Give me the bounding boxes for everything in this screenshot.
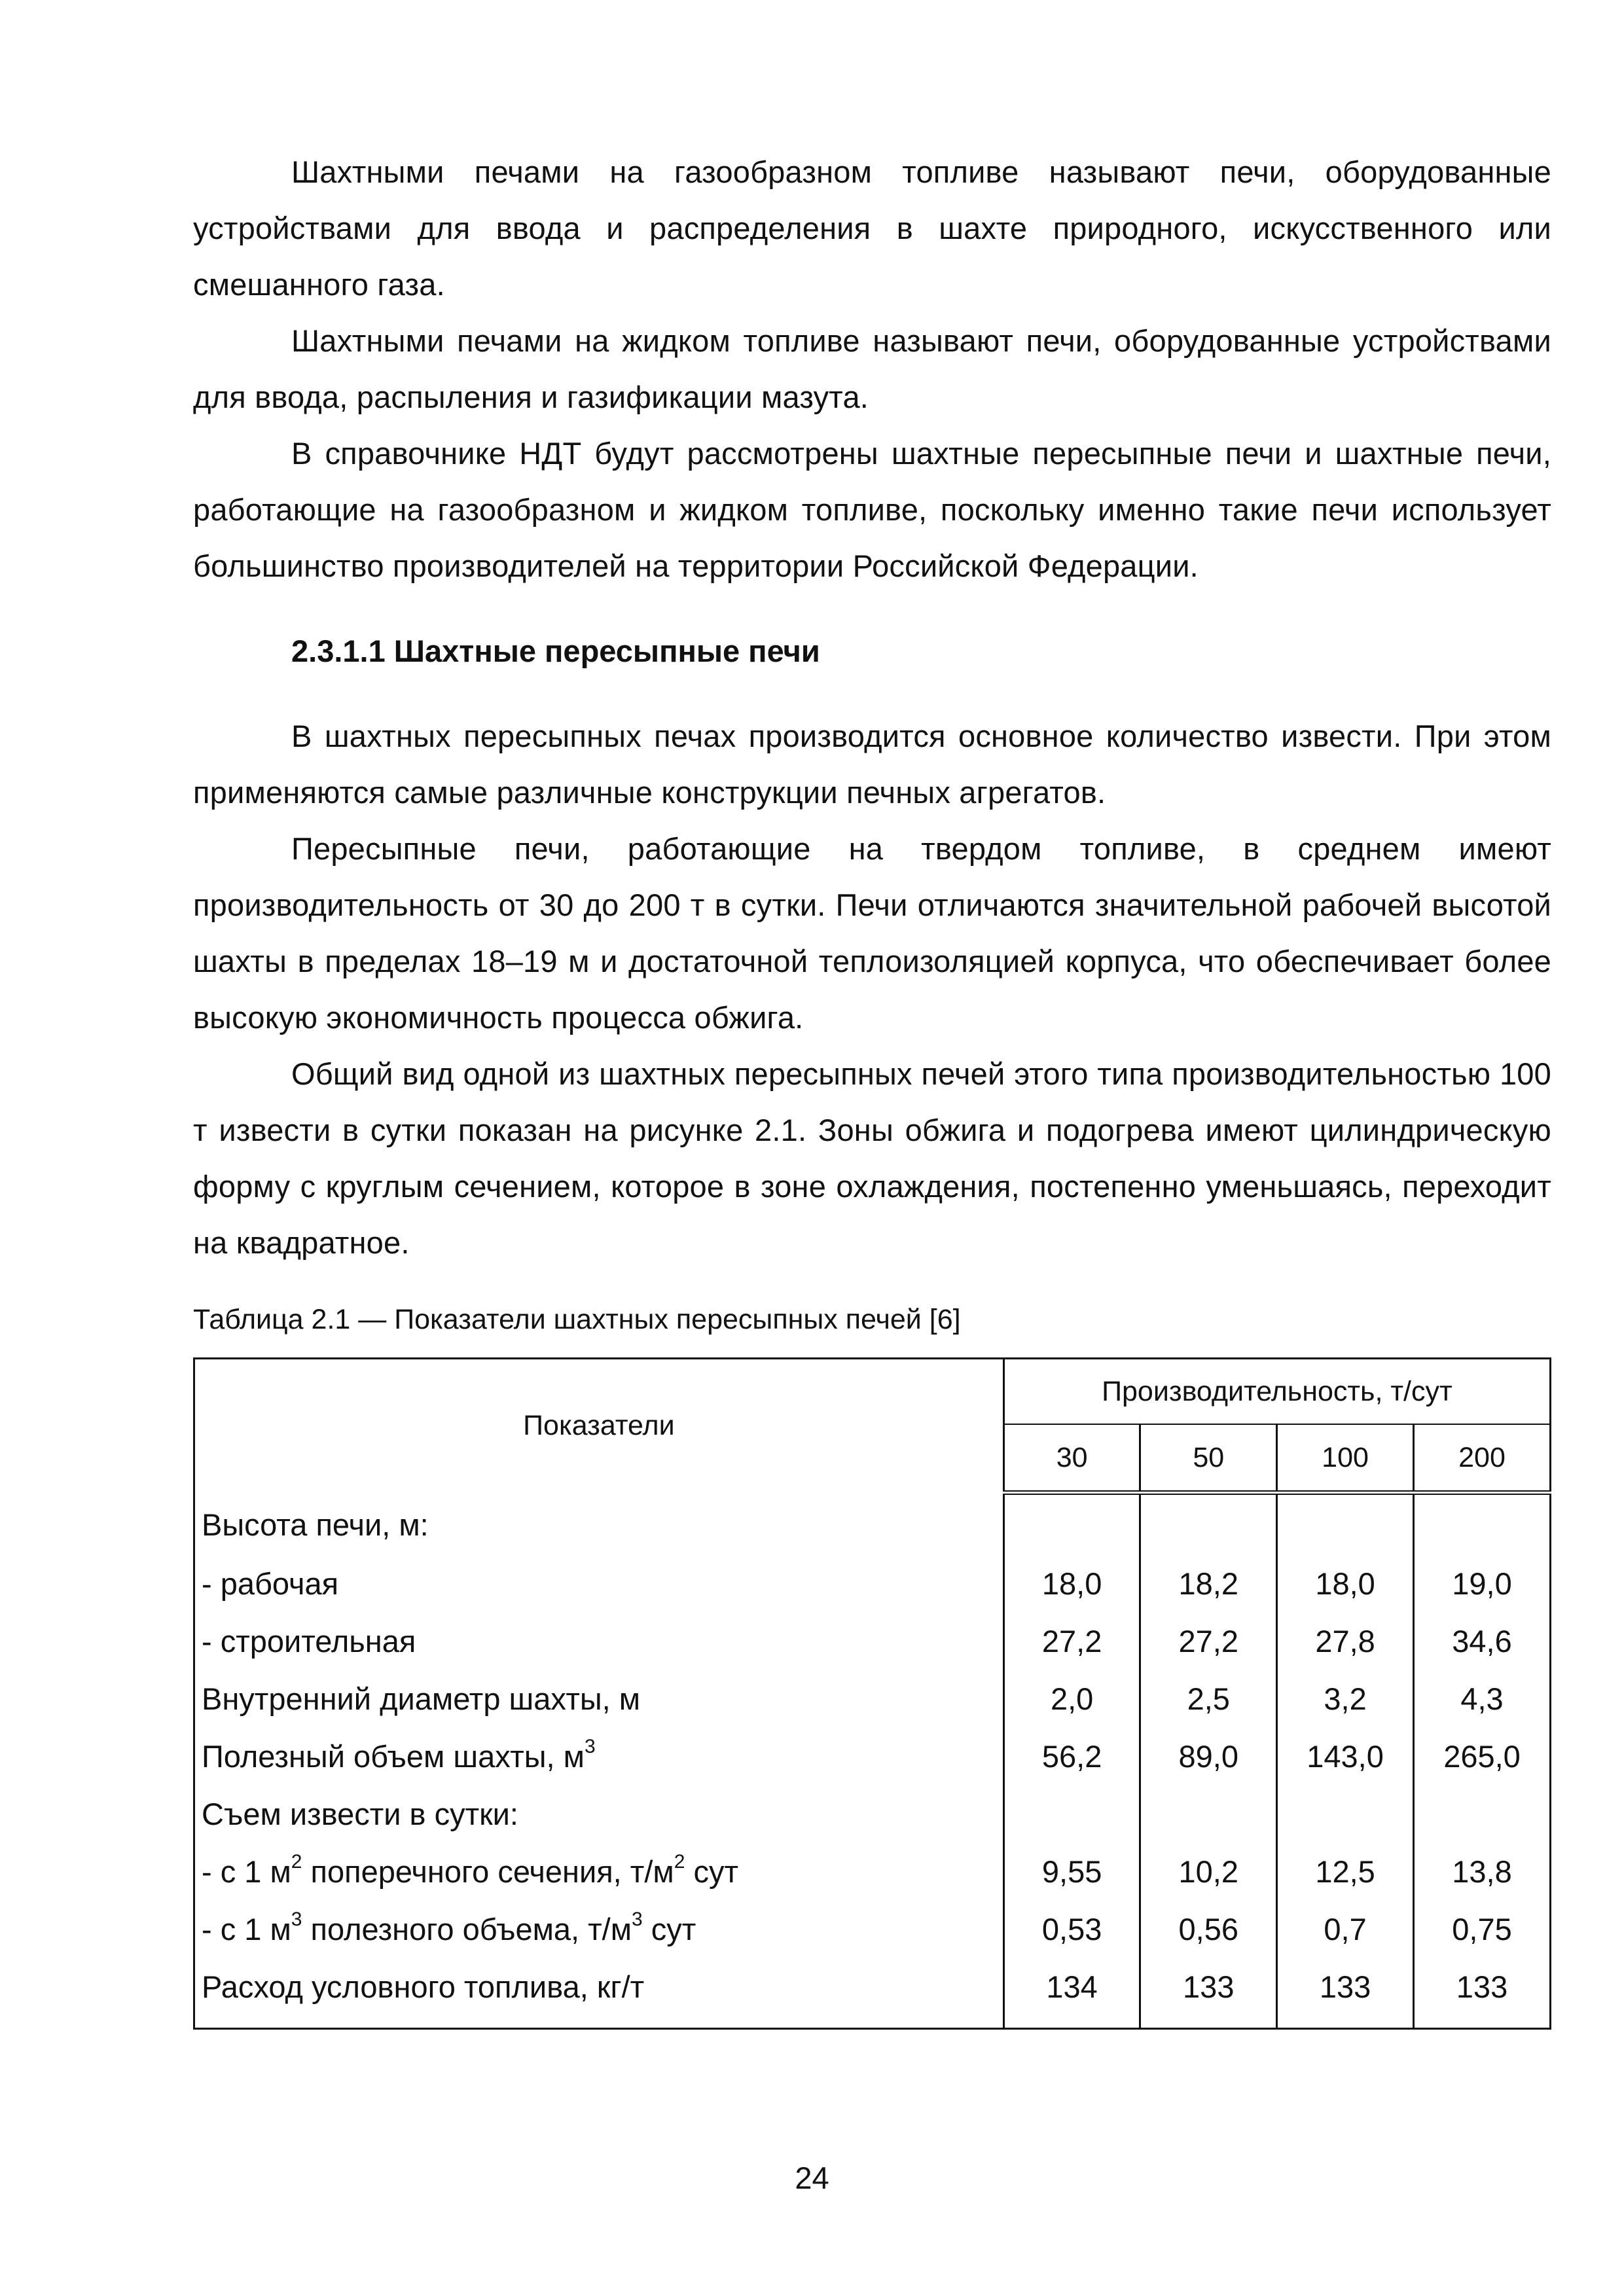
row-label-text: сут [685, 1854, 738, 1889]
column-header: 100 [1277, 1424, 1414, 1493]
row-label-text: Расход условного топлива, кг/т [202, 1969, 645, 2004]
row-label-text: полезного объема, т/м [302, 1911, 632, 1946]
header-indicators: Показатели [194, 1359, 1004, 1493]
row-label-text: - строительная [202, 1623, 416, 1659]
row-label-text: Съем извести в сутки: [202, 1796, 518, 1831]
value-cell: 4,3 [1460, 1681, 1504, 1716]
value-cell: 19,0 [1452, 1566, 1512, 1601]
row-label-text: - с 1 м [202, 1854, 291, 1889]
value-cell [1140, 1493, 1277, 1555]
value-cell: 18,0 [1003, 1554, 1140, 1612]
superscript: 3 [291, 1908, 302, 1930]
value-cell: 27,2 [1140, 1612, 1277, 1670]
value-cell: 56,2 [1003, 1727, 1140, 1785]
value-cell: 143,0 [1277, 1727, 1414, 1785]
table-row [194, 1493, 1551, 1555]
column-header: 30 [1003, 1424, 1140, 1493]
value-cell: 18,0 [1277, 1554, 1414, 1612]
value-cell: 27,8 [1277, 1612, 1414, 1670]
table-row [194, 1785, 1551, 1842]
table-row [194, 1958, 1551, 2029]
row-label-text: поперечного сечения, т/м [302, 1854, 674, 1889]
table-row [194, 1727, 1551, 1785]
value-cell: 0,53 [1003, 1900, 1140, 1958]
paragraph: Пересыпные печи, работающие на твердом топливе, в среднем имеют производительность от 30 до 200 т в сутки. Печи отличаются значительной рабочей высотой шахты в пределах 18–19 м и достаточной теплоизоляцией корпуса, что обеспечивает более высокую экономичность процесса обжига. [193, 831, 1551, 1035]
document-page [193, 144, 1551, 2030]
value-cell: 134 [1003, 1958, 1140, 2029]
value-cell: 0,56 [1140, 1900, 1277, 1958]
value-cell: 0,75 [1452, 1911, 1512, 1946]
value-cell: 9,55 [1003, 1842, 1140, 1900]
row-label-text: - рабочая [202, 1566, 339, 1601]
paragraph: Шахтными печами на газообразном топливе называют печи, оборудованные устройствами для ввода и распределения в шахте природного, искусственного или смешанного газа. [193, 154, 1551, 302]
value-cell: 18,2 [1140, 1554, 1277, 1612]
superscript: 2 [291, 1850, 302, 1873]
paragraph: В справочнике НДТ будут рассмотрены шахтные пересыпные печи и шахтные печи, работающие на газообразном и жидком топливе, поскольку именно такие печи использует большинство производителей на территории Российской Федерации. [193, 436, 1551, 583]
value-cell [1414, 1493, 1551, 1555]
row-label-text: сут [642, 1911, 696, 1946]
value-cell: 265,0 [1443, 1738, 1521, 1774]
value-cell: 10,2 [1140, 1842, 1277, 1900]
column-header: 200 [1414, 1424, 1551, 1493]
superscript: 2 [674, 1850, 685, 1873]
value-cell [1414, 1785, 1551, 1842]
superscript: 3 [632, 1908, 643, 1930]
value-cell [1003, 1785, 1140, 1842]
value-cell: 89,0 [1140, 1727, 1277, 1785]
value-cell: 34,6 [1452, 1623, 1512, 1659]
paragraph: Общий вид одной из шахтных пересыпных печей этого типа производительностью 100 т извести в сутки показан на рисунке 2.1. Зоны обжига и подогрева имеют цилиндрическую форму с круглым сечением, которое в зоне охлаждения, постепенно уменьшаясь, переходит на квадратное. [193, 1056, 1551, 1260]
value-cell: 133 [1456, 1969, 1508, 2004]
page-number: 24 [795, 2161, 829, 2195]
value-cell: 133 [1140, 1958, 1277, 2029]
value-cell: 3,2 [1277, 1670, 1414, 1727]
paragraph: В шахтных пересыпных печах производится основное количество извести. При этом применяются самые различные конструкции печных агрегатов. [193, 719, 1551, 810]
row-label-text: Полезный объем шахты, м [202, 1738, 585, 1774]
data-table [193, 1357, 1551, 2030]
value-cell: 2,0 [1003, 1670, 1140, 1727]
value-cell [1277, 1493, 1414, 1555]
row-label [194, 1554, 1004, 1612]
row-label [194, 1493, 1004, 1555]
row-label [194, 1900, 1004, 1958]
value-cell [1140, 1785, 1277, 1842]
value-cell: 13,8 [1452, 1854, 1512, 1889]
value-cell: 12,5 [1277, 1842, 1414, 1900]
value-cell [1277, 1785, 1414, 1842]
column-header: 50 [1140, 1424, 1277, 1493]
table-row [194, 1612, 1551, 1670]
table-row [194, 1900, 1551, 1958]
row-label [194, 1842, 1004, 1900]
row-label [194, 1727, 1004, 1785]
value-cell: 0,7 [1277, 1900, 1414, 1958]
value-cell: 27,2 [1003, 1612, 1140, 1670]
value-cell: 2,5 [1140, 1670, 1277, 1727]
superscript: 3 [584, 1735, 596, 1757]
row-label [194, 1958, 1004, 2029]
table-header-row [194, 1359, 1551, 1425]
row-label [194, 1612, 1004, 1670]
row-label-text: Внутренний диаметр шахты, м [202, 1681, 641, 1716]
table-row [194, 1554, 1551, 1612]
row-label [194, 1785, 1004, 1842]
value-cell [1003, 1493, 1140, 1555]
row-label [194, 1670, 1004, 1727]
row-label-text: Высота печи, м: [202, 1507, 429, 1542]
section-heading: 2.3.1.1 Шахтные пересыпные печи [291, 634, 820, 668]
table-row [194, 1670, 1551, 1727]
value-cell: 133 [1277, 1958, 1414, 2029]
row-label-text: - с 1 м [202, 1911, 291, 1946]
paragraph: Шахтными печами на жидком топливе называют печи, оборудованные устройствами для ввода, распыления и газификации мазута. [193, 323, 1551, 414]
header-productivity: Производительность, т/сут [1003, 1359, 1550, 1425]
table-row [194, 1842, 1551, 1900]
table-caption: Таблица 2.1 — Показатели шахтных пересыпных печей [6] [193, 1304, 961, 1335]
